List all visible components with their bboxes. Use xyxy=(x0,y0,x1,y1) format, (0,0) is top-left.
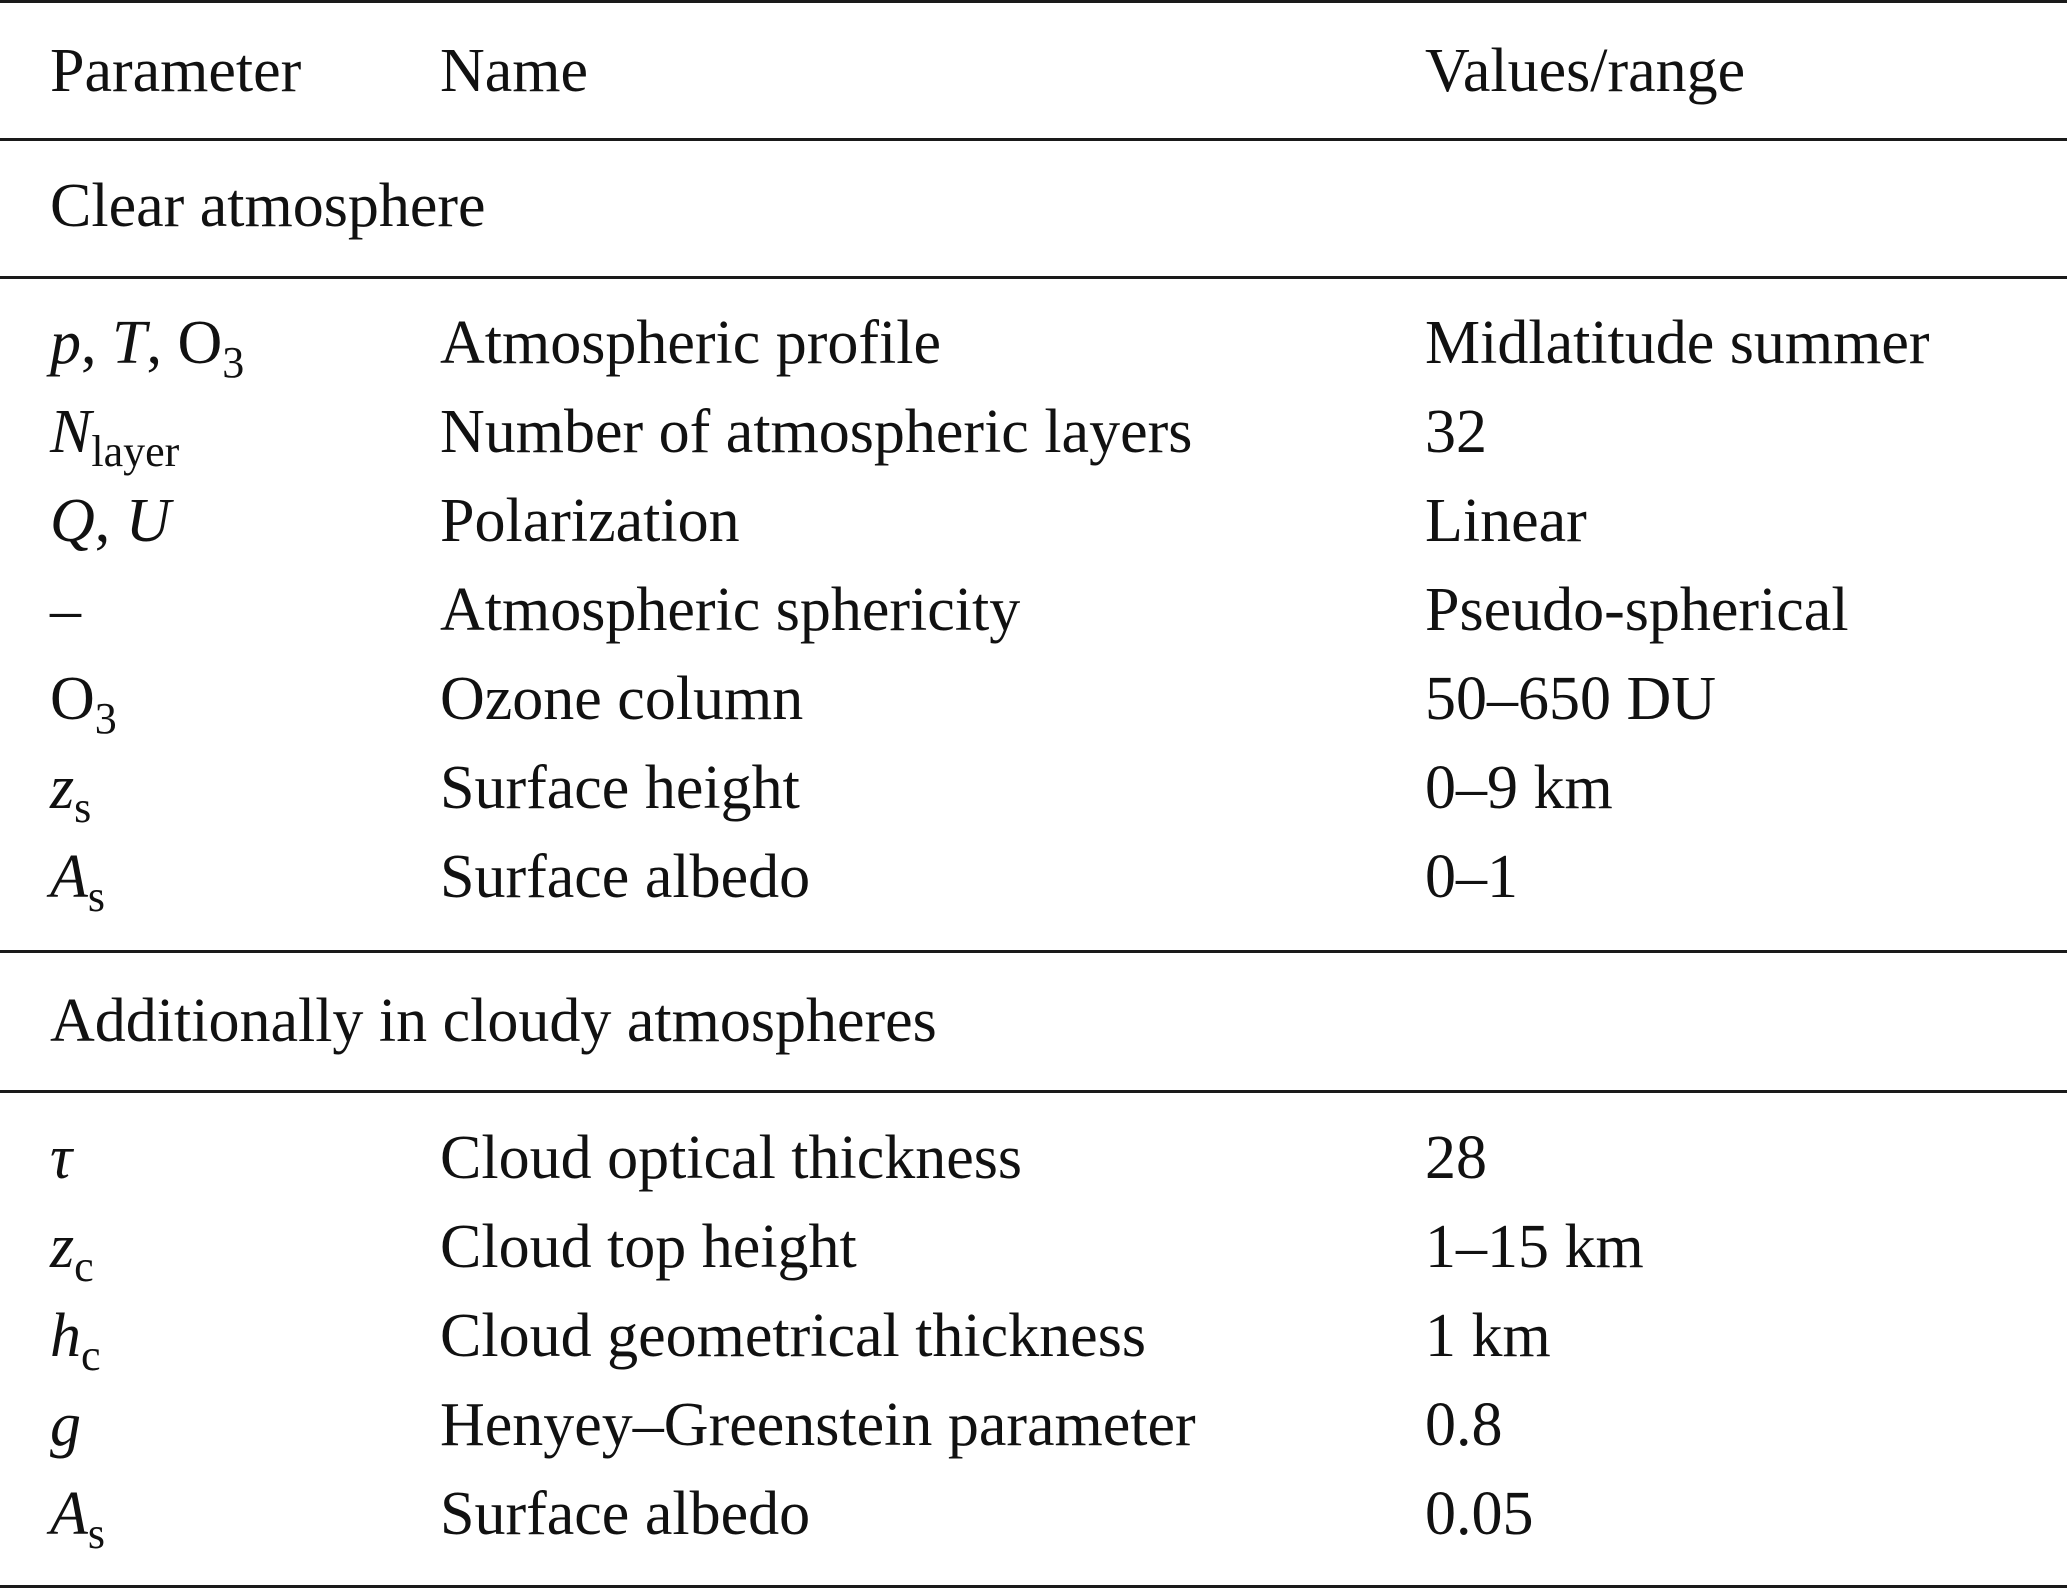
row-value: Pseudo-spherical xyxy=(1425,576,1849,644)
row-name: Cloud top height xyxy=(440,1213,857,1281)
row-symbol: $O_3$ xyxy=(50,665,117,743)
table-bottom-rule xyxy=(0,1585,2067,1588)
row-symbol: $h_c$ xyxy=(50,1302,101,1380)
row-name: Number of atmospheric layers xyxy=(440,398,1193,466)
header-rule xyxy=(0,138,2067,141)
row-name: Atmospheric sphericity xyxy=(440,576,1021,644)
header-parameter: Parameter xyxy=(50,37,302,105)
row-value: 28 xyxy=(1425,1124,1487,1192)
row-value: 1 km xyxy=(1425,1302,1551,1370)
row-name: Polarization xyxy=(440,487,740,555)
row-symbol: Q, U xyxy=(50,487,171,555)
row-value: 0.05 xyxy=(1425,1480,1534,1548)
section-divider-rule xyxy=(0,950,2067,953)
row-name: Surface albedo xyxy=(440,1480,811,1548)
row-value: Midlatitude summer xyxy=(1425,309,1930,377)
row-symbol: $A_s$ xyxy=(50,843,105,921)
row-symbol: p, T, $O_3$ xyxy=(50,309,245,387)
header-values: Values/range xyxy=(1425,37,1746,105)
row-value: Linear xyxy=(1425,487,1587,555)
row-value: 0–9 km xyxy=(1425,754,1613,822)
row-symbol: $z_s$ xyxy=(50,754,92,832)
row-name: Surface height xyxy=(440,754,800,822)
row-name: Atmospheric profile xyxy=(440,309,942,377)
table-top-rule xyxy=(0,0,2067,3)
row-symbol: $z_c$ xyxy=(50,1213,94,1291)
row-symbol: $N_{layer}$ xyxy=(50,398,180,476)
row-symbol: g xyxy=(50,1391,81,1459)
section-title-clear: Clear atmosphere xyxy=(50,172,486,240)
row-value: 50–650 DU xyxy=(1425,665,1717,733)
section-clear-rule xyxy=(0,276,2067,279)
row-name: Ozone column xyxy=(440,665,804,733)
section-cloudy-rule xyxy=(0,1090,2067,1093)
section-title-cloudy: Additionally in cloudy atmospheres xyxy=(50,987,937,1055)
row-symbol: τ xyxy=(50,1124,73,1192)
row-value: 1–15 km xyxy=(1425,1213,1644,1281)
row-value: 0.8 xyxy=(1425,1391,1503,1459)
row-symbol: – xyxy=(50,576,81,644)
row-symbol: $A_s$ xyxy=(50,1480,105,1558)
row-value: 0–1 xyxy=(1425,843,1518,911)
row-name: Cloud optical thickness xyxy=(440,1124,1023,1192)
row-name: Surface albedo xyxy=(440,843,811,911)
row-name: Cloud geometrical thickness xyxy=(440,1302,1146,1370)
row-name: Henyey–Greenstein parameter xyxy=(440,1391,1196,1459)
row-value: 32 xyxy=(1425,398,1487,466)
header-name: Name xyxy=(440,37,589,105)
